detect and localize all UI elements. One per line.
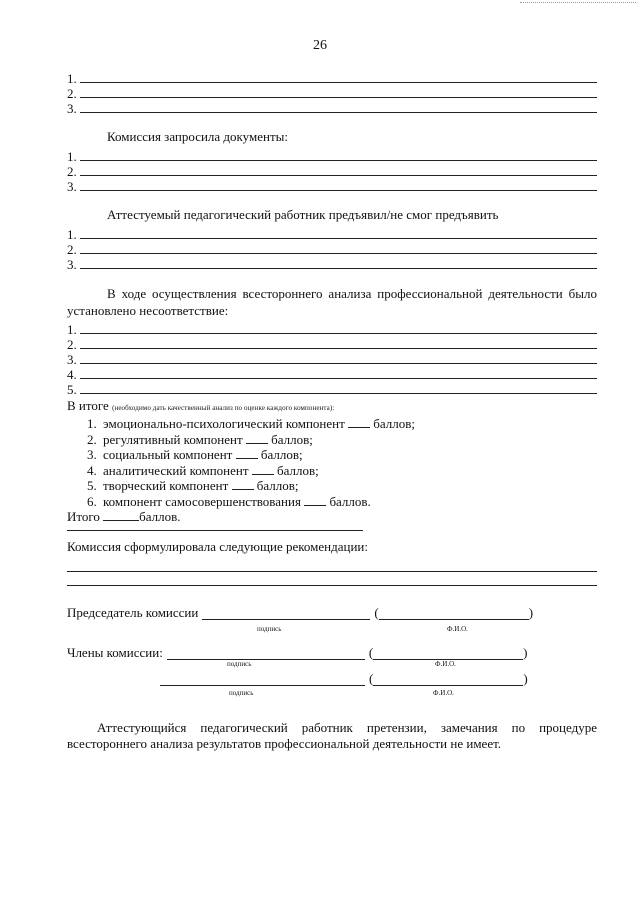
line-number: 4.	[67, 367, 77, 382]
fill-line[interactable]	[67, 321, 597, 336]
score-blank[interactable]	[246, 433, 268, 444]
recommendations-heading: Комиссия сформулировала следующие рекомендации:	[67, 539, 368, 554]
summary-heading	[67, 398, 597, 416]
fill-line[interactable]	[67, 366, 597, 381]
member-name-line[interactable]	[373, 673, 523, 686]
requested-documents-heading: Комиссия запросила документы:	[107, 129, 288, 144]
fill-line[interactable]	[67, 70, 597, 85]
line-number: 1.	[67, 322, 77, 337]
name-caption: Ф.И.О.	[435, 660, 456, 668]
requested-documents-lines	[67, 148, 597, 193]
fill-line[interactable]	[67, 241, 597, 256]
document-body	[67, 70, 597, 752]
name-caption: Ф.И.О.	[447, 625, 468, 633]
score-blank[interactable]	[348, 417, 370, 428]
line-number: 3.	[67, 179, 77, 194]
member-signature-line[interactable]	[167, 647, 365, 660]
separator-rule	[67, 530, 363, 531]
close-paren: )	[523, 645, 528, 660]
presented-documents-heading: Аттестуемый педагогический работник предъявил/не смог предъявить	[107, 207, 499, 222]
presented-documents-lines	[67, 226, 597, 271]
chair-name-line[interactable]	[379, 607, 529, 620]
member-signature-block-1	[67, 646, 597, 672]
fill-line[interactable]	[67, 148, 597, 163]
fill-line[interactable]	[67, 163, 597, 178]
close-paren: )	[528, 605, 534, 620]
chair-signature-block	[67, 606, 597, 646]
fill-line[interactable]	[67, 100, 597, 115]
total-suffix: баллов.	[139, 509, 181, 524]
member-signature-block-2	[67, 672, 597, 702]
recommendation-line[interactable]	[67, 572, 597, 586]
summary-label: В итоге	[67, 398, 109, 413]
score-blank[interactable]	[232, 479, 254, 490]
total-line	[67, 509, 597, 524]
total-blank[interactable]	[103, 510, 139, 521]
open-paren: (	[374, 605, 379, 620]
component-item: 2. регулятивный компонент баллов;	[87, 431, 313, 447]
component-item: 5. творческий компонент баллов;	[87, 478, 299, 493]
summary-note: (необходимо дать качественный анализ по оценке каждого компонента):	[112, 404, 335, 412]
mismatch-lines	[67, 321, 597, 396]
score-blank[interactable]	[304, 495, 326, 506]
name-caption: Ф.И.О.	[433, 689, 454, 697]
line-number: 3.	[67, 352, 77, 367]
chair-label: Председатель комиссии	[67, 605, 199, 620]
close-paren: )	[523, 671, 528, 686]
members-label: Члены комиссии:	[67, 645, 163, 660]
fill-line[interactable]	[67, 178, 597, 193]
line-number: 1.	[67, 149, 77, 164]
component-item: 4. аналитический компонент баллов;	[87, 462, 319, 478]
signature-caption: подпись	[229, 689, 254, 697]
score-blank[interactable]	[236, 448, 258, 459]
mismatch-paragraph: В ходе осуществления всестороннего анализа профессиональной деятельности было установлено несоответствие:	[67, 286, 597, 318]
component-item: 3. социальный компонент баллов;	[87, 447, 303, 462]
open-paren: (	[369, 671, 374, 686]
fill-line[interactable]	[67, 381, 597, 396]
fill-line[interactable]	[67, 85, 597, 100]
score-blank[interactable]	[252, 464, 274, 475]
member-name-line[interactable]	[373, 647, 523, 660]
fill-line[interactable]	[67, 351, 597, 366]
fill-line[interactable]	[67, 336, 597, 351]
page-number: 26	[313, 38, 327, 53]
line-number: 5.	[67, 382, 77, 397]
total-label: Итого	[67, 509, 100, 524]
signature-caption: подпись	[227, 660, 252, 668]
top-lines-block	[67, 70, 597, 115]
line-number: 3.	[67, 101, 77, 116]
scan-edge-dots	[520, 2, 636, 3]
member-signature-line[interactable]	[160, 673, 365, 686]
line-number: 3.	[67, 257, 77, 272]
open-paren: (	[368, 645, 374, 660]
component-list	[67, 416, 597, 509]
line-number: 1.	[67, 71, 77, 86]
line-number: 1.	[67, 227, 77, 242]
component-item: 1. эмоционально-психологический компонент баллов;	[87, 416, 416, 431]
closing-statement: Аттестующийся педагогический работник претензии, замечания по процедуре всестороннего анализа результатов профессиональной деятельности не имеет.	[67, 720, 597, 751]
fill-line[interactable]	[67, 256, 597, 271]
line-number: 2.	[67, 242, 77, 257]
fill-line[interactable]	[67, 226, 597, 241]
component-item: 6. компонент самосовершенствования баллов.	[87, 493, 371, 509]
recommendation-line[interactable]	[67, 558, 597, 572]
chair-signature-line[interactable]	[202, 607, 370, 620]
line-number: 2.	[67, 337, 77, 352]
line-number: 2.	[67, 164, 77, 179]
signature-caption: подпись	[257, 625, 282, 633]
line-number: 2.	[67, 86, 77, 101]
